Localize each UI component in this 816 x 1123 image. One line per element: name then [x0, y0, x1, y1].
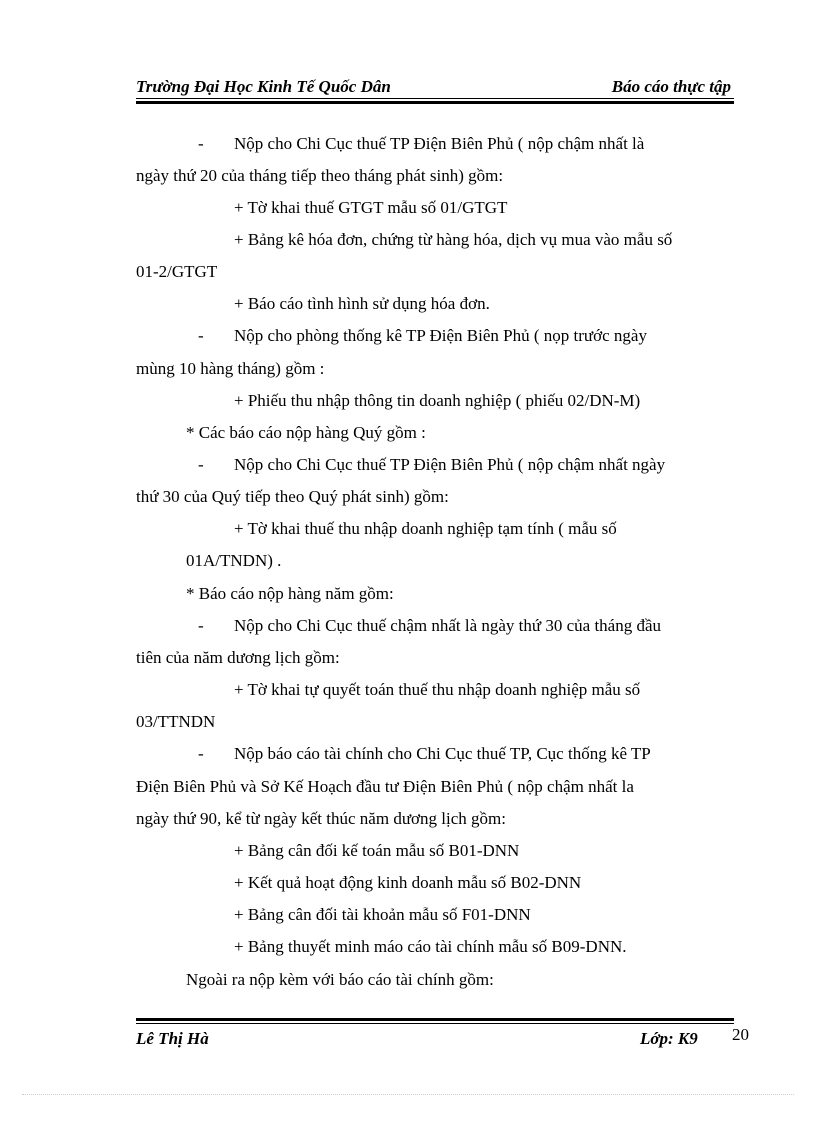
body-line: Nộp báo cáo tài chính cho Chi Cục thuế TP, Cục thống kê TP: [234, 744, 651, 763]
bullet-dash: -: [198, 455, 204, 474]
body-line: Nộp cho Chi Cục thuế TP Điện Biên Phủ ( nộp chậm nhất là: [234, 134, 645, 153]
body-line: Nộp cho Chi Cục thuế TP Điện Biên Phủ ( nộp chậm nhất ngày: [234, 455, 666, 474]
section-heading: * Báo cáo nộp hàng năm gồm:: [186, 584, 394, 603]
body-line: Ngoài ra nộp kèm với báo cáo tài chính gồm:: [186, 970, 494, 989]
body-line: 01-2/GTGT: [136, 262, 218, 281]
header-school-name: Trường Đại Học Kinh Tế Quốc Dân: [136, 77, 391, 96]
body-line: + Kết quả hoạt động kinh doanh mẫu số B02-DNN: [234, 873, 582, 892]
body-line: 03/TTNDN: [136, 712, 216, 731]
body-line: + Bảng cân đối tài khoản mẫu số F01-DNN: [234, 905, 531, 924]
header-rule-thin: [136, 98, 734, 99]
page-boundary-line: [22, 1094, 794, 1095]
body-line: + Tờ khai tự quyết toán thuế thu nhập doanh nghiệp mẫu số: [234, 680, 641, 699]
body-line: + Phiếu thu nhập thông tin doanh nghiệp ( phiếu 02/DN-M): [234, 391, 641, 410]
body-line: Nộp cho phòng thống kê TP Điện Biên Phủ ( nọp trước ngày: [234, 326, 647, 345]
body-line: + Tờ khai thuế thu nhập doanh nghiệp tạm tính ( mẫu số: [234, 519, 617, 538]
body-line: + Bảng cân đối kế toán mẫu số B01-DNN: [234, 841, 520, 860]
body-line: + Bảng kê hóa đơn, chứng từ hàng hóa, dịch vụ mua vào mẫu số: [234, 230, 673, 249]
body-line: Điện Biên Phủ và Sở Kế Hoạch đầu tư Điện Biên Phủ ( nộp chậm nhất la: [136, 777, 634, 796]
body-line: tiên của năm dương lịch gồm:: [136, 648, 340, 667]
body-line: 01A/TNDN) .: [186, 551, 282, 570]
body-line: ngày thứ 90, kể từ ngày kết thúc năm dương lịch gồm:: [136, 809, 506, 828]
section-heading: * Các báo cáo nộp hàng Quý gồm :: [186, 423, 426, 442]
header-rule-thick: [136, 101, 734, 104]
body-line: thứ 30 của Quý tiếp theo Quý phát sinh) gồm:: [136, 487, 449, 506]
footer-rule-thin: [136, 1023, 734, 1024]
bullet-dash: -: [198, 134, 204, 153]
footer-author: Lê Thị Hà: [136, 1029, 209, 1048]
body-line: mùng 10 hàng tháng) gồm :: [136, 359, 325, 378]
body-line: + Báo cáo tình hình sử dụng hóa đơn.: [234, 294, 490, 313]
body-line: ngày thứ 20 của tháng tiếp theo tháng phát sinh) gồm:: [136, 166, 504, 185]
body-line: + Tờ khai thuế GTGT mẫu số 01/GTGT: [234, 198, 508, 217]
footer-class: Lớp: K9: [640, 1029, 698, 1048]
bullet-dash: -: [198, 616, 204, 635]
bullet-dash: -: [198, 326, 204, 345]
bullet-dash: -: [198, 744, 204, 763]
body-line: Nộp cho Chi Cục thuế chậm nhất là ngày thứ 30 của tháng đầu: [234, 616, 662, 635]
header-report-title: Báo cáo thực tập: [611, 77, 731, 96]
body-line: + Bảng thuyết minh máo cáo tài chính mẫu số B09-DNN.: [234, 937, 627, 956]
page-number: 20: [732, 1025, 749, 1044]
footer-rule-thick: [136, 1018, 734, 1021]
